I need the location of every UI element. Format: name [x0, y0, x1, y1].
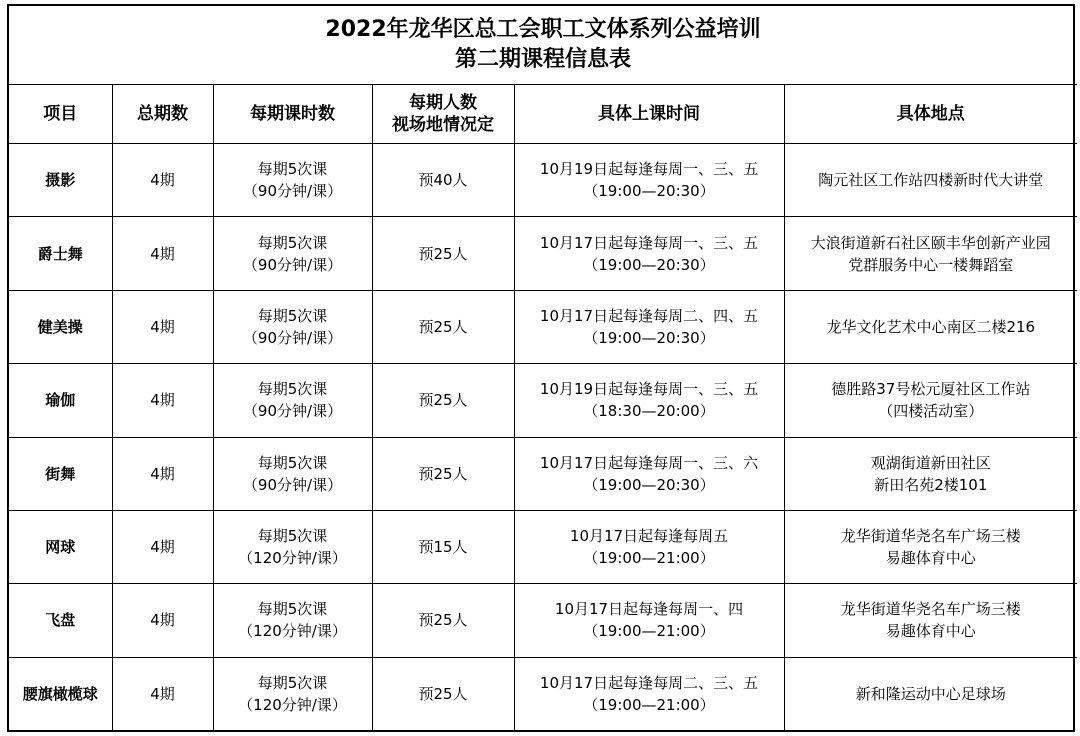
time-line-1: 10月17日起每逢每周一、三、六	[539, 453, 759, 472]
class-location	[784, 364, 1077, 437]
title-line-1: 2022年龙华区总工会职工文体系列公益培训	[325, 17, 761, 42]
people-count: 预15人	[372, 510, 514, 583]
session-hours	[213, 437, 372, 510]
hours-line-1: 每期5次课	[257, 160, 328, 179]
table-row	[9, 144, 1077, 217]
place-line-2: （四楼活动室）	[878, 402, 984, 421]
table-row	[9, 217, 1077, 290]
time-line-1: 10月17日起每逢每周一、三、五	[539, 233, 759, 252]
time-line-2: （19:00—21:00）	[583, 622, 715, 641]
title-line-2: 第二期课程信息表	[455, 47, 632, 72]
total-periods: 4期	[112, 657, 213, 730]
table-row	[9, 510, 1077, 583]
time-line-2: （19:00—20:30）	[583, 182, 715, 201]
course-name: 瑜伽	[9, 364, 112, 437]
header-total-periods: 总期数	[112, 85, 213, 144]
header-time: 具体上课时间	[514, 85, 784, 144]
course-info-sheet	[7, 4, 1075, 732]
header-people-line-1: 每期人数	[409, 93, 477, 113]
session-hours	[213, 364, 372, 437]
total-periods: 4期	[112, 144, 213, 217]
table-row	[9, 584, 1077, 657]
class-time	[514, 364, 784, 437]
hours-line-2: （90分钟/课）	[242, 182, 343, 201]
class-location	[784, 144, 1077, 217]
people-count: 预25人	[372, 584, 514, 657]
class-time	[514, 290, 784, 363]
session-hours	[213, 584, 372, 657]
class-location	[784, 510, 1077, 583]
table-row	[9, 437, 1077, 510]
header-row	[9, 85, 1077, 144]
time-line-1: 10月17日起每逢每周一、四	[554, 600, 744, 619]
session-hours	[213, 510, 372, 583]
session-hours	[213, 144, 372, 217]
hours-line-2: （90分钟/课）	[242, 402, 343, 421]
place-line-1: 德胜路37号松元厦社区工作站	[831, 380, 1031, 399]
session-hours	[213, 657, 372, 730]
hours-line-1: 每期5次课	[257, 527, 328, 546]
class-location	[784, 290, 1077, 363]
people-count: 预25人	[372, 364, 514, 437]
class-time	[514, 584, 784, 657]
course-name: 腰旗橄榄球	[9, 657, 112, 730]
table-row	[9, 364, 1077, 437]
people-count: 预25人	[372, 290, 514, 363]
table-row	[9, 290, 1077, 363]
time-line-1: 10月17日起每逢每周五	[569, 527, 729, 546]
course-table	[9, 6, 1077, 730]
course-name: 摄影	[9, 144, 112, 217]
place-line-1: 龙华街道华尧名车广场三楼	[840, 527, 1021, 546]
class-time	[514, 657, 784, 730]
total-periods: 4期	[112, 217, 213, 290]
time-line-2: （19:00—21:00）	[583, 695, 715, 714]
time-line-1: 10月19日起每逢每周一、三、五	[539, 160, 759, 179]
place-line-2: 党群服务中心一楼舞蹈室	[848, 255, 1014, 274]
class-location	[784, 657, 1077, 730]
place-line-1: 龙华文化艺术中心南区二楼216	[826, 317, 1036, 336]
total-periods: 4期	[112, 290, 213, 363]
place-line-2: 易趣体育中心	[885, 622, 976, 641]
header-hours: 每期课时数	[213, 85, 372, 144]
people-count: 预40人	[372, 144, 514, 217]
hours-line-1: 每期5次课	[257, 600, 328, 619]
people-count: 预25人	[372, 437, 514, 510]
hours-line-2: （120分钟/课）	[238, 695, 347, 714]
hours-line-1: 每期5次课	[257, 453, 328, 472]
place-line-2: 易趣体育中心	[885, 549, 976, 568]
course-name: 街舞	[9, 437, 112, 510]
hours-line-2: （90分钟/课）	[242, 328, 343, 347]
hours-line-2: （90分钟/课）	[242, 475, 343, 494]
table-row	[9, 657, 1077, 730]
class-location	[784, 217, 1077, 290]
time-line-2: （19:00—20:30）	[583, 255, 715, 274]
session-hours	[213, 217, 372, 290]
header-item: 项目	[9, 85, 112, 144]
total-periods: 4期	[112, 584, 213, 657]
class-time	[514, 510, 784, 583]
class-time	[514, 217, 784, 290]
class-time	[514, 437, 784, 510]
place-line-2: 新田名苑2楼101	[874, 475, 988, 494]
time-line-2: （19:00—21:00）	[583, 549, 715, 568]
time-line-2: （19:00—20:30）	[583, 475, 715, 494]
course-name: 网球	[9, 510, 112, 583]
place-line-1: 大浪街道新石社区颐丰华创新产业园	[810, 233, 1051, 252]
people-count: 预25人	[372, 657, 514, 730]
total-periods: 4期	[112, 437, 213, 510]
course-name: 爵士舞	[9, 217, 112, 290]
hours-line-1: 每期5次课	[257, 306, 328, 325]
hours-line-1: 每期5次课	[257, 380, 328, 399]
class-location	[784, 437, 1077, 510]
time-line-1: 10月19日起每逢每周一、三、五	[539, 380, 759, 399]
table-title	[9, 6, 1077, 85]
class-location	[784, 584, 1077, 657]
time-line-2: （18:30—20:00）	[583, 402, 715, 421]
place-line-1: 观湖街道新田社区	[870, 453, 991, 472]
total-periods: 4期	[112, 364, 213, 437]
hours-line-1: 每期5次课	[257, 673, 328, 692]
header-place: 具体地点	[784, 85, 1077, 144]
hours-line-2: （120分钟/课）	[238, 549, 347, 568]
hours-line-2: （120分钟/课）	[238, 622, 347, 641]
place-line-1: 龙华街道华尧名车广场三楼	[840, 600, 1021, 619]
time-line-1: 10月17日起每逢每周二、三、五	[539, 673, 759, 692]
time-line-2: （19:00—20:30）	[583, 328, 715, 347]
total-periods: 4期	[112, 510, 213, 583]
time-line-1: 10月17日起每逢每周二、四、五	[539, 306, 759, 325]
people-count: 预25人	[372, 217, 514, 290]
hours-line-2: （90分钟/课）	[242, 255, 343, 274]
place-line-1: 新和隆运动中心足球场	[855, 684, 1006, 703]
place-line-1: 陶元社区工作站四楼新时代大讲堂	[818, 171, 1044, 190]
course-name: 飞盘	[9, 584, 112, 657]
header-people	[372, 85, 514, 144]
hours-line-1: 每期5次课	[257, 233, 328, 252]
session-hours	[213, 290, 372, 363]
header-people-line-2: 视场地情况定	[392, 115, 494, 135]
course-name: 健美操	[9, 290, 112, 363]
class-time	[514, 144, 784, 217]
